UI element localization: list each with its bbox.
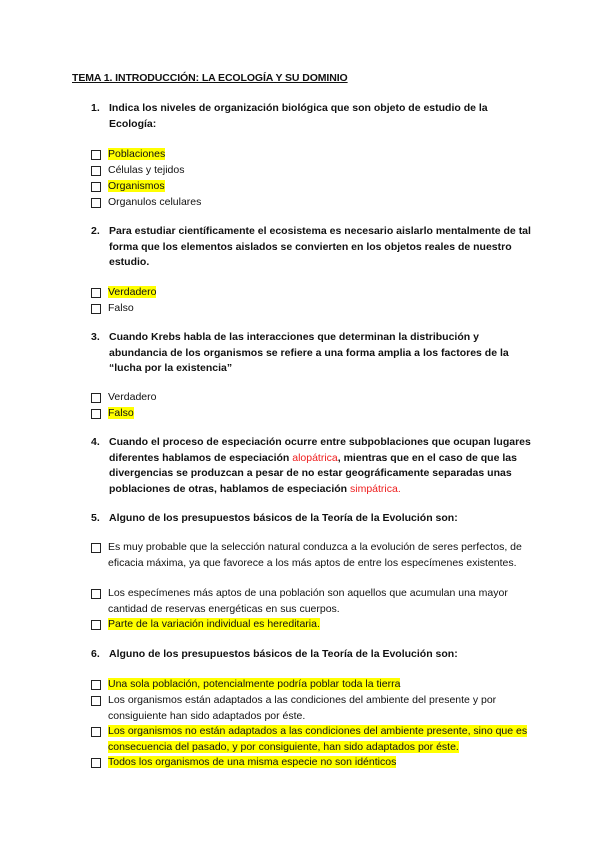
option-q1-2[interactable] [91,163,531,179]
option-text: Células y tejidos [108,164,185,176]
option-text: Verdadero [108,391,157,403]
checkbox-icon[interactable] [91,620,101,630]
option-text: Organismos [108,180,165,192]
checkbox-icon[interactable] [91,393,101,403]
checkbox-icon[interactable] [91,758,101,768]
question-number: 5. [91,512,100,524]
checkbox-icon[interactable] [91,166,101,176]
option-q5-1[interactable] [91,540,531,571]
option-q5-3[interactable] [91,617,531,633]
question-text: Alguno de los presupuestos básicos de la Teoría de la Evolución son: [109,648,458,660]
question-3 [91,330,531,377]
question-2 [91,224,531,271]
checkbox-icon[interactable] [91,696,101,706]
option-q6-4[interactable] [91,755,531,771]
option-q3-2[interactable] [91,406,531,422]
question-number: 4. [91,436,100,448]
checkbox-icon[interactable] [91,409,101,419]
option-text: Falso [108,407,134,419]
option-q6-1[interactable] [91,677,531,693]
question-text: Indica los niveles de organización biológica que son objeto de estudio de la Ecología: [109,102,488,130]
option-q2-1[interactable] [91,285,531,301]
checkbox-icon[interactable] [91,680,101,690]
answer-alopatrica: alopátrica [292,451,338,464]
question-text: Para estudiar científicamente el ecosistema es necesario aislarlo mentalmente de tal forma que los elementos aislados se convierten en los objetos reales de nuestro estudio. [109,225,531,268]
question-1 [91,101,531,132]
answer-simpatrica: simpátrica. [350,482,401,495]
option-text: Los especímenes más aptos de una población son aquellos que acumulan una mayor cantidad de reservas energéticas en sus cuerpos. [108,587,508,615]
option-text: Los organismos no están adaptados a las condiciones del ambiente presente, sino que es consecuencia del pasado, y por consiguiente, han sido adaptados por éste. [108,725,528,753]
option-text: Falso [108,302,134,314]
question-number: 2. [91,225,100,237]
question-6 [91,647,531,663]
option-q1-1[interactable] [91,147,531,163]
option-q5-2[interactable] [91,586,531,617]
checkbox-icon[interactable] [91,288,101,298]
option-text: Poblaciones [108,148,166,160]
question-4 [91,435,531,497]
checkbox-icon[interactable] [91,304,101,314]
option-q6-3[interactable] [91,724,531,755]
checkbox-icon[interactable] [91,150,101,160]
option-text: Es muy probable que la selección natural conduzca a la evolución de seres perfectos, de eficacia máxima, ya que favorece a los más aptos de entre los especímenes existentes. [108,541,522,569]
option-text: Una sola población, potencialmente podría poblar toda la tierra [108,678,401,690]
option-q2-2[interactable] [91,301,531,317]
page-title: TEMA 1. INTRODUCCIÓN: LA ECOLOGÍA Y SU DOMINIO [72,72,348,84]
option-q6-2[interactable] [91,693,531,724]
option-text: Verdadero [108,286,157,298]
question-number: 1. [91,102,100,114]
question-text: Cuando Krebs habla de las interacciones que determinan la distribución y abundancia de los organismos se refiere a una forma amplia a los factores de la “lucha por la existencia” [109,331,509,374]
option-q1-3[interactable] [91,179,531,195]
checkbox-icon[interactable] [91,543,101,553]
option-text: Los organismos están adaptados a las condiciones del ambiente del presente y por consiguiente han sido adaptados por éste. [108,694,497,722]
question-number: 3. [91,331,100,343]
checkbox-icon[interactable] [91,727,101,737]
option-text: Organulos celulares [108,196,202,208]
option-q3-1[interactable] [91,390,531,406]
option-q1-4[interactable] [91,195,531,211]
question-text: Alguno de los presupuestos básicos de la Teoría de la Evolución son: [109,512,458,524]
checkbox-icon[interactable] [91,589,101,599]
checkbox-icon[interactable] [91,182,101,192]
option-text: Todos los organismos de una misma especie no son idénticos [108,756,397,768]
question-number: 6. [91,648,100,660]
question-5 [91,511,531,527]
option-text: Parte de la variación individual es hereditaria. [108,618,320,630]
checkbox-icon[interactable] [91,198,101,208]
question-text: Cuando el proceso de especiación ocurre entre subpoblaciones que ocupan lugares diferentes hablamos de especiación alopátrica, mientras que en el caso de que las divergencias se produzcan a pesar de no estar geográficamente separadas unas poblaciones de otras, hablamos de especiación simpátrica. [109,436,531,495]
